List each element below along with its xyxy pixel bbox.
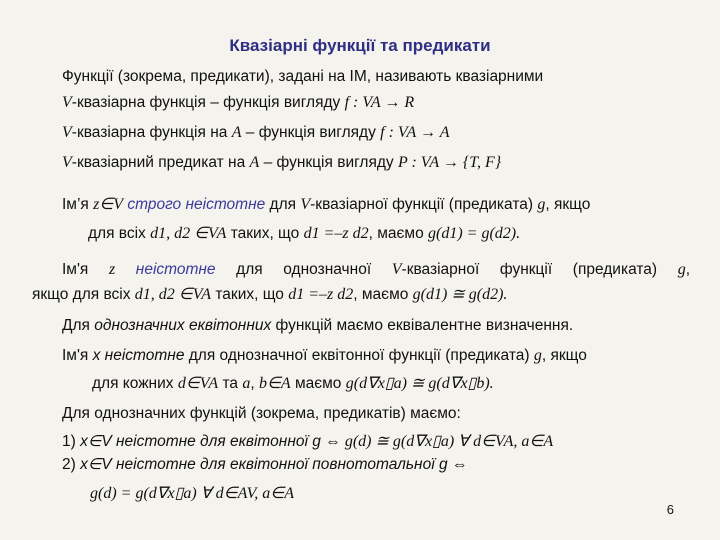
term-highlight: строго неістотне — [123, 196, 266, 213]
text-line-14 — [62, 455, 690, 475]
math-span: V — [300, 196, 311, 213]
text-span: таких, що — [226, 225, 304, 242]
text-line-11 — [92, 374, 690, 394]
text-line-13 — [62, 432, 690, 452]
term-emphasis: x∈V неістотне для еквітонної g — [80, 433, 321, 450]
text-span: Ім'я — [62, 347, 93, 364]
math-span: g(d1) = g(d2). — [428, 225, 521, 242]
text-line-4 — [62, 153, 690, 173]
math-span: g — [677, 261, 686, 278]
math-span: d1, d2 ∈VA — [150, 225, 227, 242]
page-number: 6 — [666, 502, 674, 517]
text-span: , — [250, 375, 259, 392]
math-span: d1 =–z d2 — [288, 286, 354, 303]
math-span: b∈A — [258, 375, 291, 392]
math-span: d∈VA — [177, 375, 219, 392]
math-span: d1 =–z d2 — [303, 225, 369, 242]
text-span: , якщо — [541, 347, 587, 364]
math-span: f : VA → R — [344, 94, 415, 111]
text-span: таких, що — [211, 286, 289, 303]
text-line-10 — [62, 346, 690, 366]
text-span: , якщо — [545, 196, 591, 213]
text-line-2 — [62, 93, 690, 113]
term-emphasis: x∈V неістотне для еквітонної повнототальної g — [80, 456, 448, 473]
text-span: для однозначної еквітонної функції (предиката) — [184, 347, 534, 364]
math-span: ⇔ g(d) ≅ g(d∇x▯a) ∀ d∈VA, a∈A — [320, 433, 554, 450]
math-span: ⇔ — [447, 456, 468, 473]
text-line-5 — [62, 195, 690, 215]
math-span: a — [242, 375, 251, 392]
term-highlight: неістотне — [115, 261, 216, 278]
text-line-8 — [32, 285, 690, 305]
text-span: для кожних — [92, 375, 178, 392]
math-span: g(d∇x▯a) ≅ g(d∇x▯b). — [345, 375, 494, 392]
term-emphasis: x неістотне — [92, 347, 185, 364]
text-span: 1) — [62, 433, 81, 450]
text-line-12 — [62, 404, 690, 424]
text-span: Для однозначних функцій (зокрема, предикатів) маємо: — [62, 405, 461, 422]
math-span: A — [231, 124, 242, 141]
math-span: A — [249, 154, 260, 171]
text-span: маємо — [290, 375, 346, 392]
math-span: V — [62, 124, 72, 141]
text-span: для — [265, 196, 301, 213]
text-span: Ім’я — [62, 196, 94, 213]
text-span: Для — [62, 317, 95, 334]
text-line-9 — [62, 316, 690, 336]
math-span: g(d1) ≅ g(d2). — [412, 286, 508, 303]
math-span: V — [391, 261, 402, 278]
text-span: функцій маємо еквівалентне визначення. — [271, 317, 574, 334]
text-span: -квазіарної функції (предиката) — [401, 261, 678, 278]
text-span: -квазіарний предикат на — [71, 154, 250, 171]
text-line-6 — [88, 224, 690, 244]
text-span: – функція вигляду — [241, 124, 381, 141]
text-span: та — [218, 375, 243, 392]
math-span: P : VA → {T, F} — [397, 154, 502, 171]
math-span: d1, d2 ∈VA — [134, 286, 212, 303]
text-span: , — [685, 261, 690, 278]
math-span: g — [533, 347, 542, 364]
math-span: g — [537, 196, 546, 213]
text-span: 2) — [62, 456, 81, 473]
text-span: для всіх — [88, 225, 151, 242]
math-span: g(d) = g(d∇x▯a) ∀ d∈AV, a∈A — [90, 485, 294, 502]
text-span: – функція вигляду — [259, 154, 398, 171]
text-span: якщо для всіх — [32, 286, 135, 303]
slide-title: Квазіарні функції та предикати — [229, 36, 491, 55]
math-span: V — [62, 154, 72, 171]
text-span: , маємо — [353, 286, 413, 303]
text-span: -квазіарна функція – функція вигляду — [71, 94, 345, 111]
math-span: V — [62, 94, 72, 111]
text-line-15 — [90, 484, 690, 504]
text-line-1 — [62, 67, 690, 87]
math-span: z — [108, 261, 116, 278]
text-span: для однозначної — [215, 261, 392, 278]
math-span: z∈V — [93, 196, 124, 213]
text-span: -квазіарна функція на — [71, 124, 232, 141]
text-line-7 — [62, 260, 690, 280]
text-line-3 — [62, 123, 690, 143]
text-span: -квазіарної функції (предиката) — [310, 196, 538, 213]
term-emphasis: однозначних еквітонних — [94, 317, 272, 334]
text-span: Функції (зокрема, предикати), задані на ІМ, називають квазіарними — [62, 68, 544, 85]
text-span: Ім'я — [62, 261, 109, 278]
math-span: f : VA → A — [380, 124, 450, 141]
text-span: , маємо — [368, 225, 428, 242]
